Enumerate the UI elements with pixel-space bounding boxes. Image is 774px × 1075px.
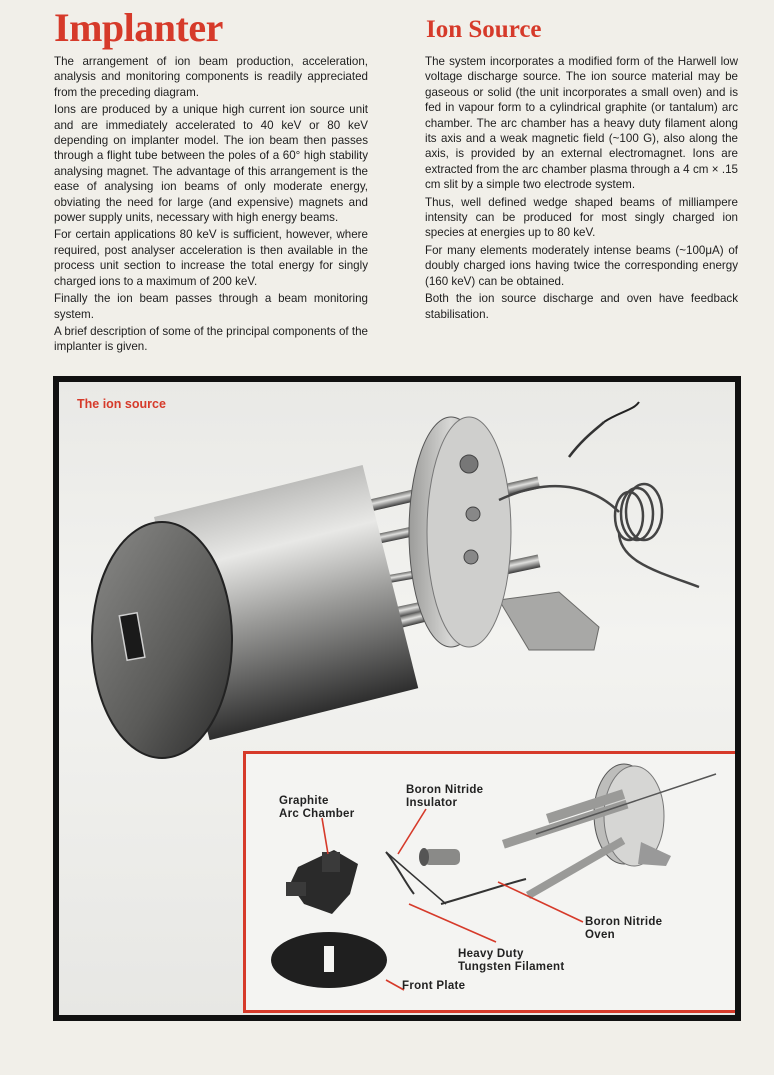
paragraph: A brief description of some of the principal components of the implanter is given. xyxy=(54,324,368,354)
paragraph: Thus, well defined wedge shaped beams of milliampere intensity can be produced for most singly charged ion species at energies up to 80 keV. xyxy=(425,195,738,240)
paragraph: For many elements moderately intense beams (~100μA) of doubly charged ions having twice the corresponding energy (160 keV) can be obtained. xyxy=(425,243,738,288)
ion-source-cylinder xyxy=(92,462,418,758)
components-inset xyxy=(243,751,741,1013)
paragraph: Finally the ion beam passes through a beam monitoring system. xyxy=(54,292,368,321)
boron-nitride-oven-label: Boron Nitride Oven xyxy=(585,916,663,941)
boron-nitride-insulator-label: Boron Nitride Insulator xyxy=(406,784,484,809)
tungsten-filament-label: Heavy Duty Tungsten Filament xyxy=(458,948,565,973)
front-plate xyxy=(271,932,387,988)
section-title: Ion Source xyxy=(426,16,542,43)
paragraph: The system incorporates a modified form of the Harwell low voltage discharge source. The ion source material may be gaseous or solid (the unit incorporates a small oven) and is fed in vapour form to a cylindrical graphite (or tantalum) arc chamber. The arc chamber has a heavy duty filament along its axis and a weak magnetic field (~100 G), also along the axis, is provided by an external electromagnet. Ions are extracted from the arc chamber plasma through a 4 cm × .15 cm slit by a simple two electrode system. xyxy=(425,55,738,192)
page-title: Implanter xyxy=(54,5,223,50)
photo-caption: The ion source xyxy=(77,397,166,411)
inset-flange-assembly xyxy=(502,764,716,899)
implanter-text xyxy=(54,54,368,357)
graphite-arc-chamber-label: Graphite Arc Chamber xyxy=(279,795,355,820)
front-plate-label: Front Plate xyxy=(402,980,466,992)
oven-and-filament xyxy=(386,848,526,904)
ion-source-text xyxy=(425,54,738,324)
paragraph: The arrangement of ion beam production, acceleration, analysis and monitoring components is readily appreciated from the preceding diagram. xyxy=(54,55,368,99)
paragraph: For certain applications 80 keV is sufficient, however, where required, post analyser acceleration is then available in the process unit section to increase the total energy for singly charged ions to a maximum of 200 keV. xyxy=(54,228,368,288)
paragraph: Both the ion source discharge and oven have feedback stabilisation. xyxy=(425,292,738,321)
mounting-flange xyxy=(409,417,599,650)
paragraph: Ions are produced by a unique high current ion source unit and are immediately accelerated to 40 keV or 80 keV depending on implanter model. The ion beam then passes through a flight tube between the poles of a 60° high stability analysing magnet. The advantage of this arrangement is the ease of analysing ion beams of only moderate energy, obviating the need for large (and expensive) magnets and power supply units, necessary with high energy beams. xyxy=(54,103,368,225)
ion-source-photo xyxy=(53,376,741,1021)
graphite-arc-chamber xyxy=(286,850,358,914)
